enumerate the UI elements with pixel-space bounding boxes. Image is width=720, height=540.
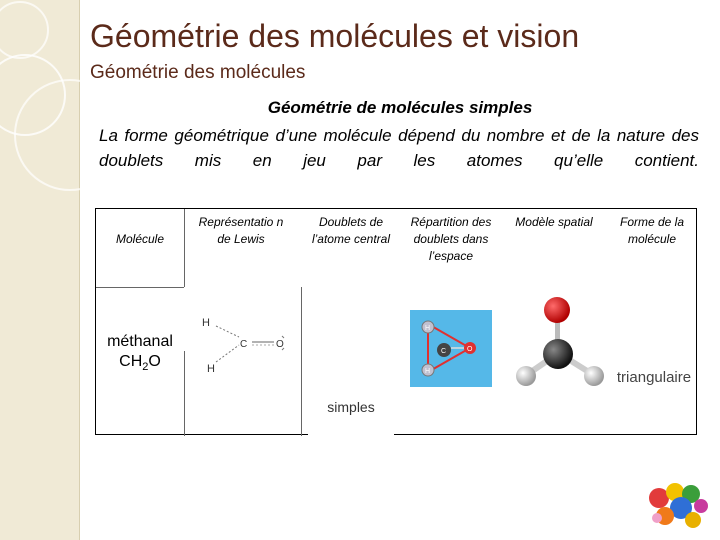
intro-paragraph: La forme géométrique d’une molécule dépend du nombre et de la nature des doublets mis en jeu par les atomes qu’elle contient. (99, 126, 699, 170)
header-shape: Forme de la molécule (619, 215, 685, 246)
oxygen-atom (544, 297, 570, 323)
lewis-structure (194, 302, 296, 396)
hydrogen-atom (516, 366, 536, 386)
shape-text-fragment: triangulaire (616, 369, 692, 386)
repart-h-top: H (425, 325, 431, 332)
repart-c: C (441, 348, 447, 355)
table-divider (301, 287, 302, 436)
header-repartition: Répartition des doublets dans l’espace (410, 215, 492, 263)
molecule-name: méthanal (107, 333, 173, 350)
molecule-table (95, 208, 697, 435)
slide-subtitle: Géométrie des molécules (90, 62, 306, 83)
slide-title: Géométrie des molécules et vision (90, 18, 580, 54)
header-molecule: Molécule (115, 232, 165, 246)
lewis-c: C (240, 339, 248, 350)
table-divider (184, 209, 185, 287)
molecule-formula: $CH_2O$ (119, 353, 161, 374)
repartition-diagram (410, 310, 492, 387)
carbon-atom (543, 339, 573, 369)
header-model: Modèle spatial (515, 215, 593, 229)
table-divider (184, 351, 185, 436)
lewis-h-top: H (202, 317, 210, 329)
doublets-cell-overlay (308, 287, 394, 447)
ball-and-stick-model (510, 294, 610, 394)
repart-o: O (467, 346, 473, 353)
table-divider (96, 287, 184, 288)
doublets-text-fragment: simples (327, 399, 375, 415)
lewis-o: O (276, 339, 284, 350)
repart-h-bottom: H (425, 368, 431, 375)
lewis-h-bottom: H (207, 363, 215, 375)
colorful-balls-logo (645, 480, 710, 530)
header-doublets: Doublets de l’atome central (311, 215, 391, 246)
section-heading: Géométrie de molécules simples (267, 98, 533, 117)
header-lewis: Représentatio n de Lewis (198, 215, 284, 246)
molecule-name-cell (96, 332, 184, 377)
hydrogen-atom (584, 366, 604, 386)
